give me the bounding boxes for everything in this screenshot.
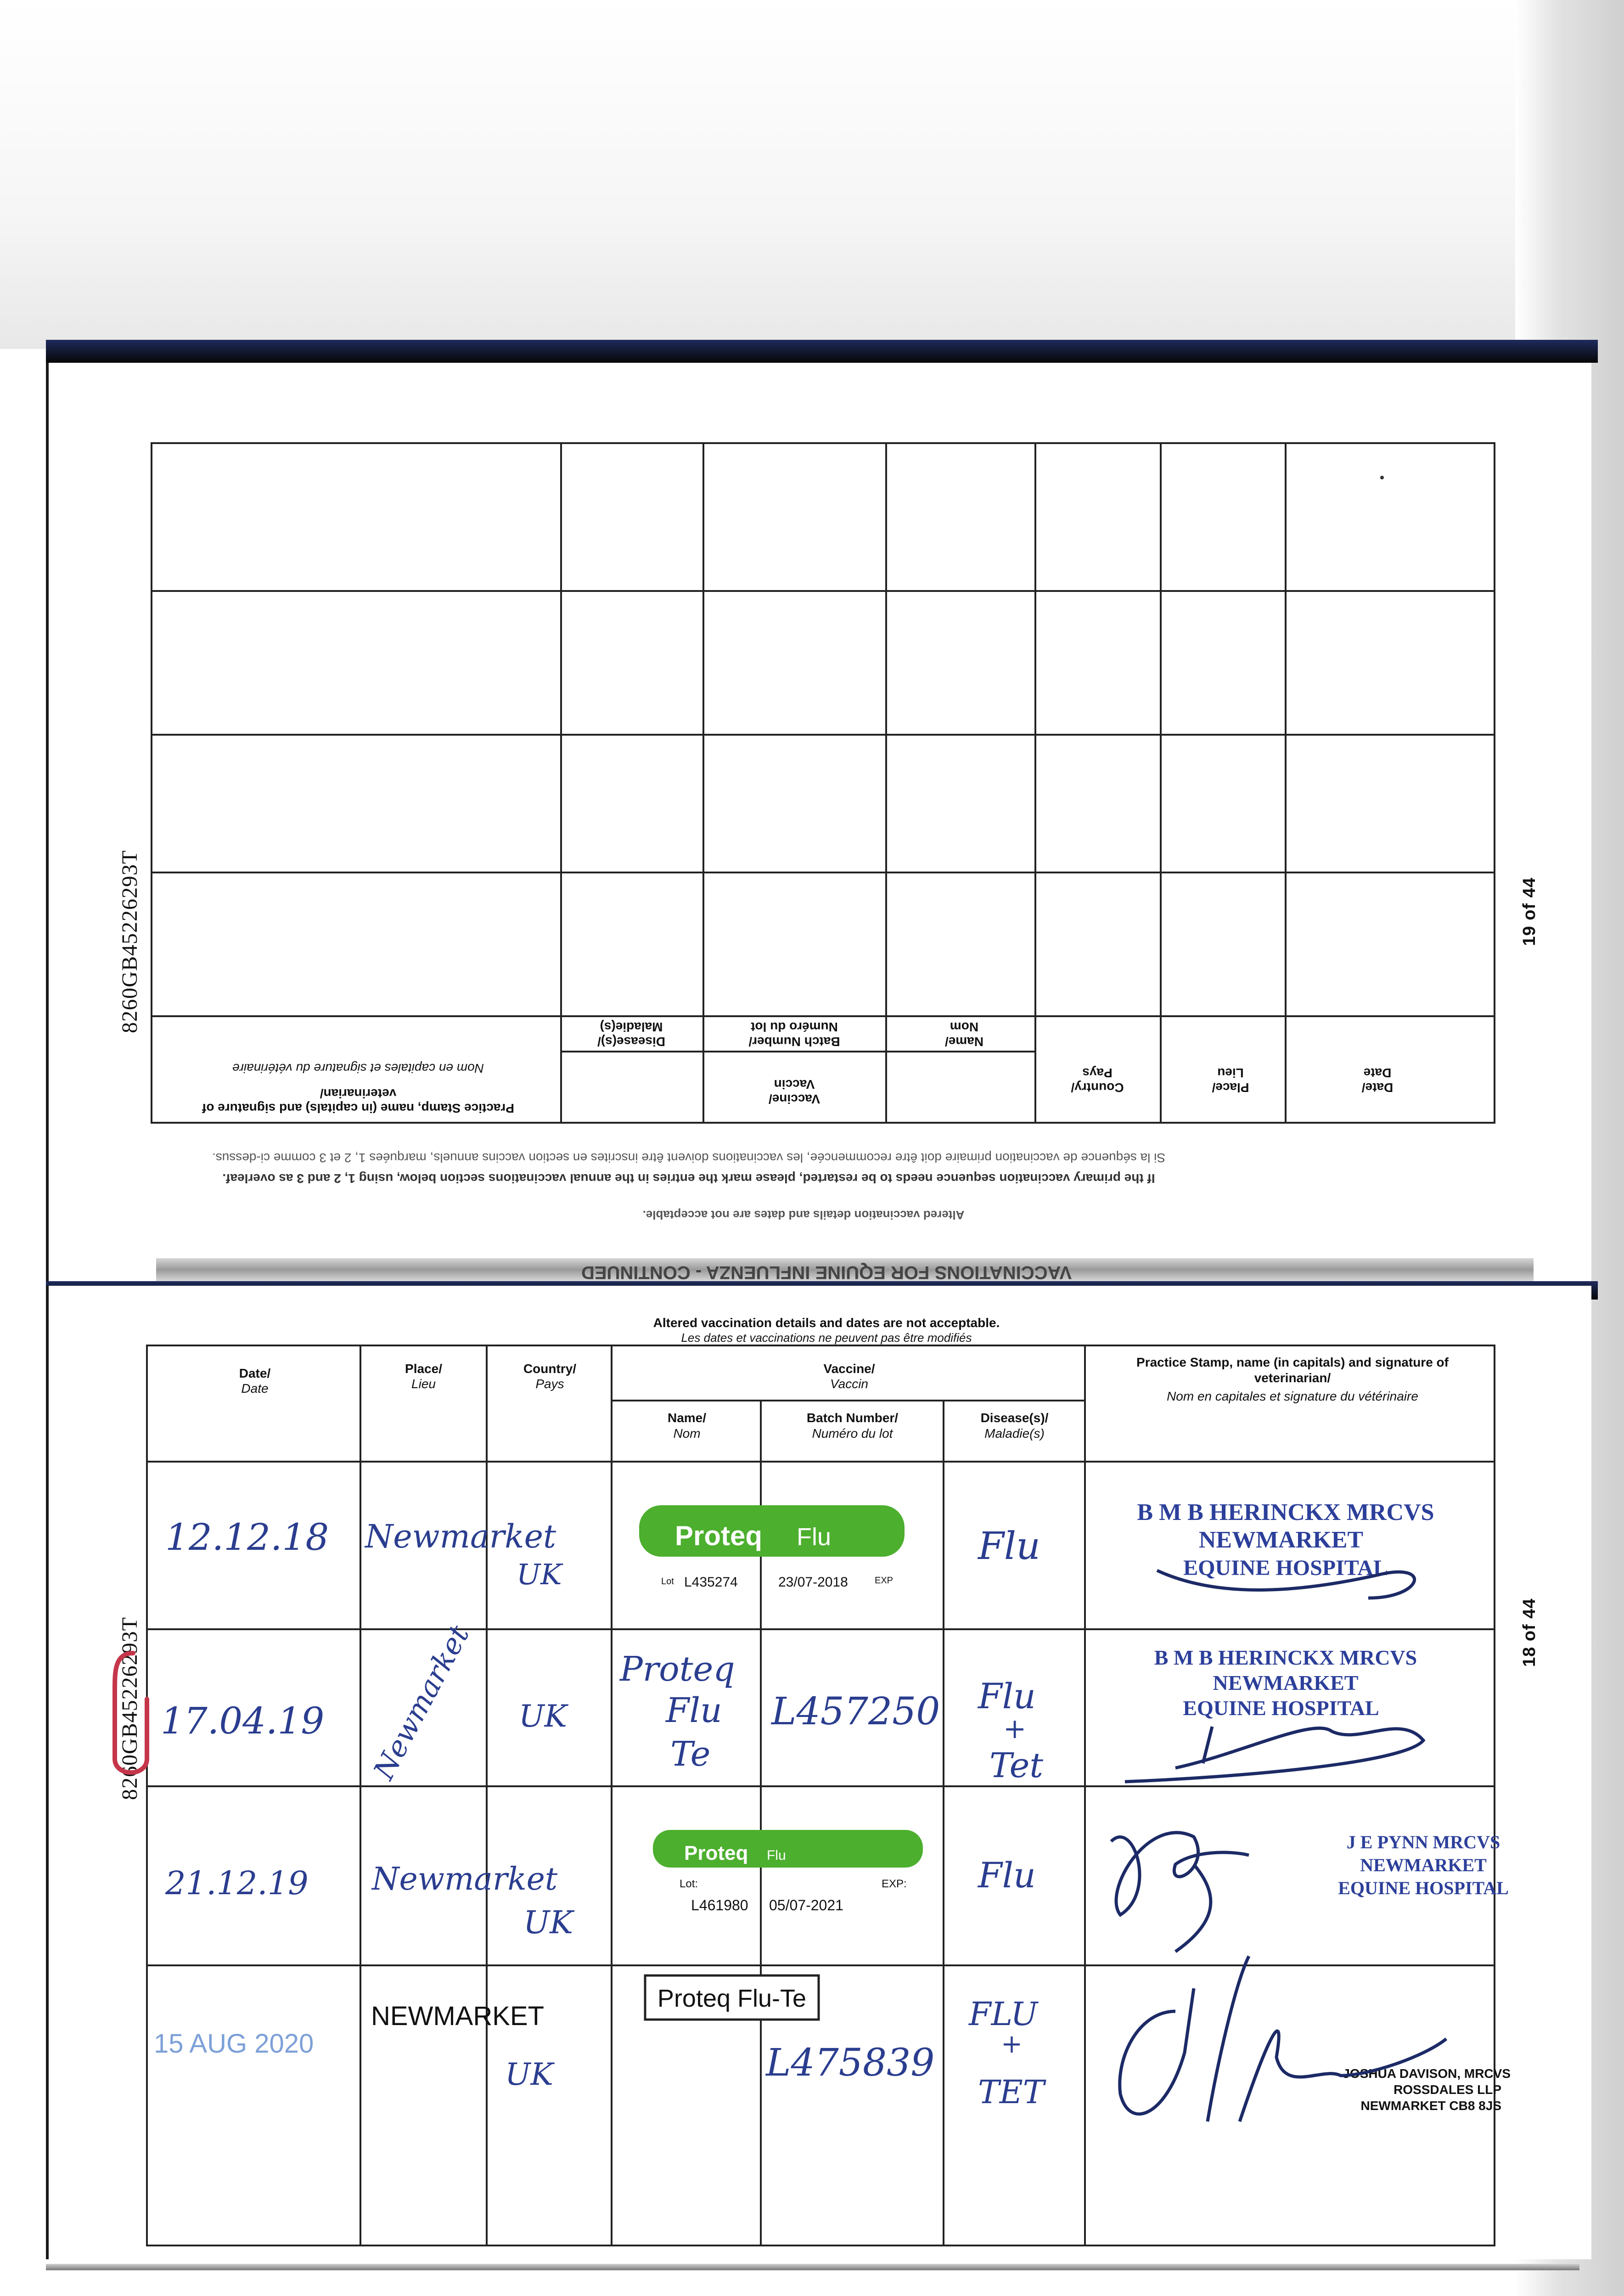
row2-disease-2: +	[1003, 1713, 1027, 1745]
header-practice-fr: Nom en capitales et signature du vétérinaire	[1167, 1389, 1418, 1403]
row1-disease: Flu	[978, 1525, 1040, 1568]
row3-disease: Flu	[978, 1855, 1036, 1896]
top-header-vaccine: Vaccine/ Vaccin	[768, 1077, 820, 1106]
notice-altered: Altered vaccination details and dates are not acceptable.	[653, 1316, 1000, 1330]
row4-stamp-2: ROSSDALES LLP	[1394, 2082, 1501, 2097]
header-disease-fr: Maladie(s)	[984, 1426, 1045, 1441]
page-number-18: 18 of 44	[1520, 1598, 1539, 1667]
row1-proteq-brand: Proteq	[675, 1520, 763, 1551]
header-place: Place/	[405, 1362, 442, 1376]
row1-date: 12.12.18	[165, 1516, 329, 1559]
row1-exp: 23/07-2018	[778, 1575, 848, 1590]
row4-signature	[1120, 1956, 1446, 2122]
row2-batch: L457250	[771, 1690, 940, 1733]
row4-stamp-1: JOSHUA DAVISON, MRCVS	[1343, 2066, 1511, 2081]
top-header-country: Country/ Pays	[1071, 1066, 1124, 1095]
row3-exp: 05/07-2021	[769, 1897, 843, 1913]
row4-disease-1: FLU	[969, 1995, 1038, 2033]
mirror-line-2: Altered vaccination details and dates are not acceptable.	[642, 1208, 965, 1222]
row4-country: UK	[505, 2057, 553, 2092]
row3-stamp-1: J E PYNN MRCVS	[1346, 1832, 1500, 1852]
row3-country: UK	[523, 1905, 573, 1941]
page-number-19: 19 of 44	[1520, 877, 1539, 946]
row3-proteq-brand: Proteq	[684, 1842, 748, 1864]
passport-id-top: 8260GB45226293T	[118, 850, 142, 1033]
row3-place: Newmarket	[372, 1861, 558, 1897]
header-place-fr: Lieu	[411, 1377, 436, 1391]
header-name: Name/	[667, 1411, 707, 1425]
row1-stamp-2: NEWMARKET	[1198, 1527, 1364, 1553]
top-header-practice: Practice Stamp, name (in capitals) and signature of veterinarian/	[202, 1086, 514, 1115]
row2-stamp-3: EQUINE HOSPITAL	[1183, 1696, 1379, 1720]
top-header-place: Place/ Lieu	[1212, 1066, 1249, 1095]
mirror-line-1: VACCINATIONS FOR EQUINE INFLUENZA - CONTINUED	[581, 1262, 1072, 1283]
row1-place: Newmarket	[365, 1518, 556, 1555]
row4-disease-3: TET	[978, 2073, 1045, 2111]
row2-place: Newmarket	[366, 1620, 476, 1785]
row4-vaccine-stamp: Proteq Flu-Te	[657, 1985, 807, 2012]
top-header-practice-fr: Nom en capitales et signature du vétérinaire	[232, 1061, 484, 1075]
row1-exp-prefix: EXP	[875, 1576, 893, 1586]
row2-date: 17.04.19	[161, 1699, 325, 1742]
row2-stamp-2: NEWMARKET	[1213, 1671, 1359, 1694]
row3-lot-prefix: Lot:	[680, 1878, 698, 1890]
header-practice: Practice Stamp, name (in capitals) and signature of veterinarian/	[1136, 1355, 1449, 1385]
row2-disease-1: Flu	[978, 1676, 1036, 1716]
row3-date: 21.12.19	[165, 1864, 309, 1902]
row3-exp-prefix: EXP:	[882, 1878, 907, 1890]
header-name-fr: Nom	[673, 1426, 701, 1441]
row3-batch: L461980	[691, 1897, 748, 1913]
row4-batch: L475839	[766, 2041, 935, 2085]
row1-country: UK	[517, 1558, 562, 1591]
header-disease: Disease(s)/	[980, 1411, 1049, 1425]
row4-disease-2: +	[1001, 2029, 1023, 2059]
row3-stamp-3: EQUINE HOSPITAL	[1338, 1878, 1509, 1898]
row1-lot-prefix: Lot	[661, 1576, 674, 1587]
row2-vaccine-3: Te	[670, 1734, 711, 1774]
row4-date-stamp: 15 AUG 2020	[154, 2029, 314, 2059]
passport-id-bottom: 8260GB45226293T	[118, 1617, 142, 1800]
row2-disease-3: Tet	[989, 1746, 1044, 1785]
top-header-disease: Disease(s)/ Maladie(s)	[597, 1020, 665, 1049]
row1-stamp-3: EQUINE HOSPITAL	[1183, 1556, 1388, 1580]
row2-stamp-1: B M B HERINCKX MRCVS	[1154, 1646, 1417, 1669]
header-country: Country/	[523, 1362, 577, 1376]
row2-vaccine-2: Flu	[666, 1691, 722, 1730]
row1-stamp-1: B M B HERINCKX MRCVS	[1137, 1499, 1434, 1525]
row2-country: UK	[519, 1699, 567, 1734]
row1-batch: L435274	[684, 1575, 738, 1590]
mirror-line-3: If the primary vaccination sequence needs to be restarted, please mark the entries in the annual vaccinations section below, using 1, 2 and 3 as overleaf.	[222, 1171, 1155, 1186]
top-header-batch: Batch Number/ Numéro du lot	[748, 1020, 840, 1049]
header-vaccine: Vaccine/	[823, 1362, 875, 1376]
row2-vaccine-1: Proteq	[620, 1649, 735, 1689]
row3-stamp-2: NEWMARKET	[1360, 1855, 1487, 1875]
header-batch: Batch Number/	[806, 1411, 899, 1425]
notice-altered-fr: Les dates et vaccinations ne peuvent pas être modifiés	[681, 1331, 972, 1345]
header-batch-fr: Numéro du lot	[812, 1426, 893, 1441]
top-header-date: Date/ Date	[1361, 1066, 1394, 1095]
row4-stamp-3: NEWMARKET CB8 8JS	[1360, 2099, 1501, 2113]
row4-place: NEWMARKET	[371, 2001, 544, 2031]
mirror-line-4: Si la séquence de vaccination primaire doit être recommencée, les vaccinations doivent être inscrites en section vaccins annuels, marquées 1, 2 et 3 comme ci-dessus.	[212, 1151, 1166, 1165]
header-date: Date/	[239, 1366, 271, 1380]
top-header-name: Name/ Nom	[944, 1020, 984, 1049]
header-vaccine-fr: Vaccin	[830, 1377, 868, 1391]
header-date-fr: Date	[241, 1381, 269, 1396]
row3-proteq-suffix: Flu	[767, 1848, 786, 1863]
row1-proteq-suffix: Flu	[797, 1523, 832, 1551]
header-country-fr: Pays	[535, 1377, 564, 1391]
